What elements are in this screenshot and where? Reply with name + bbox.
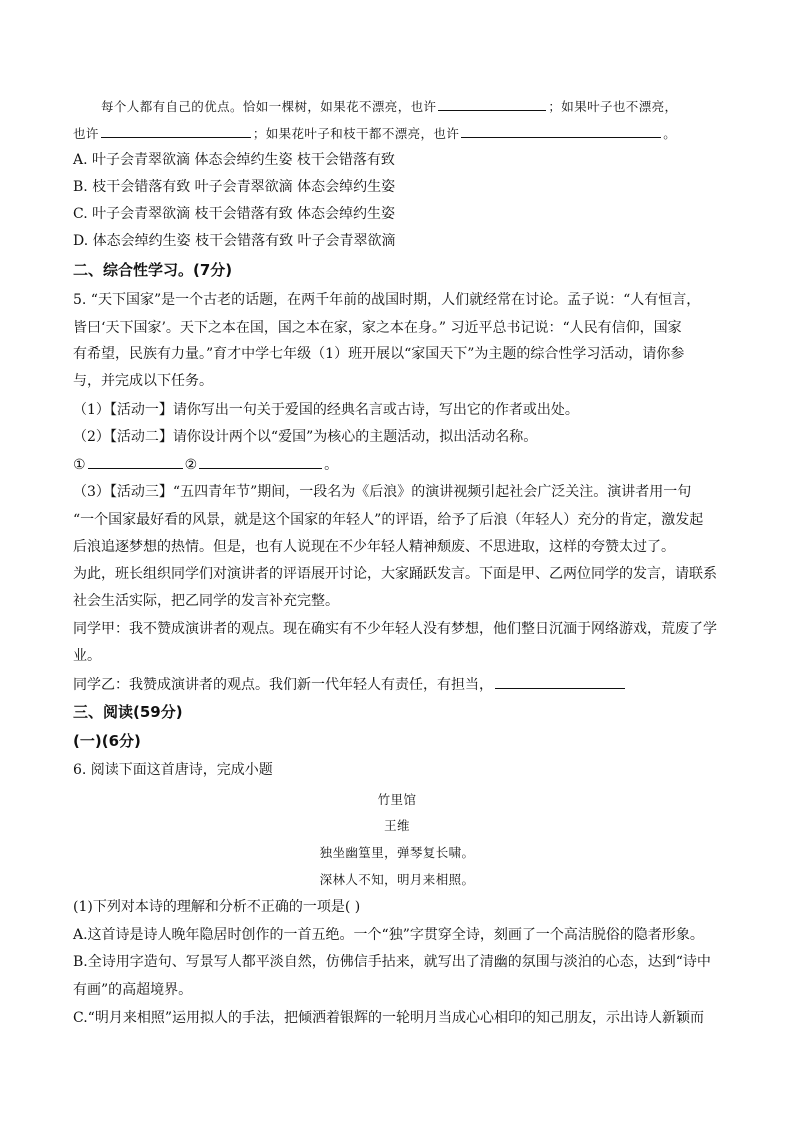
- section-title: 三、阅读(59分): [73, 703, 183, 721]
- poem-line: 深林人不知，明月来相照。: [319, 872, 475, 887]
- q5-task-3-line: 为此，班长组织同学们对演讲者的评语展开讨论，大家踊跃发言。下面是甲、乙两位同学的发言，请联系: [73, 566, 717, 582]
- q5-task-2-blanks: [73, 454, 338, 475]
- answer-blank[interactable]: [495, 674, 625, 689]
- q4-stem-text: ；如果叶子也不漂亮，: [548, 99, 678, 114]
- section-subtitle: (一)(6分): [73, 732, 141, 750]
- q4-stem-text: ；如果花叶子和枝干都不漂亮，也许: [252, 126, 460, 141]
- answer-blank[interactable]: [438, 96, 546, 111]
- q5-intro-line: 皆曰‘天下国家’。天下之本在国，国之本在家，家之本在身。” 习近平总书记说：“人民有信仰，国家: [73, 320, 682, 336]
- answer-blank[interactable]: [101, 123, 251, 138]
- q5-task-3-line: 后浪追逐梦想的热情。但是，也有人说现在不少年轻人精神颓废、不思进取，这样的夸赞太过了。: [73, 539, 675, 555]
- q5-student-b: [73, 674, 627, 695]
- poem-title: 竹里馆: [377, 792, 417, 807]
- q5-task-3-line: “一个国家最好看的风景，就是这个国家的年轻人”的评语，给予了后浪（年轻人）充分的肯定，激发起: [73, 512, 704, 528]
- poem-line: 独坐幽篁里，弹琴复长啸。: [319, 845, 475, 860]
- q5-intro-line: 与，并完成以下任务。: [73, 373, 213, 389]
- q4-stem-line-1: [101, 96, 677, 117]
- q6-option-a: A.这首诗是诗人晚年隐居时创作的一首五绝。一个“独”字贯穿全诗，刻画了一个高洁脱俗的隐者形象。: [73, 927, 704, 943]
- q5-task-3-line: （3）【活动三】“五四青年节”期间，一段名为《后浪》的演讲视频引起社会广泛关注。演讲者用一句: [73, 484, 692, 500]
- answer-blank[interactable]: [461, 123, 661, 138]
- q4-stem-text: 每个人都有自己的优点。恰如一棵树，如果花不漂亮，也许: [101, 99, 437, 114]
- section-title: 二、综合性学习。(7分): [73, 261, 233, 279]
- answer-blank[interactable]: [199, 454, 322, 469]
- blank-label: ①: [73, 457, 86, 473]
- q6-option-b-cont: 有画”的高超境界。: [73, 982, 193, 998]
- q4-option-a: A. 叶子会青翠欲滴 体态会绰约生姿 枝干会错落有致: [73, 152, 395, 168]
- q4-option-d: D. 体态会绰约生姿 枝干会错落有致 叶子会青翠欲滴: [73, 233, 396, 249]
- q5-intro-line: 5. “天下国家”是一个古老的话题，在两千年前的战国时期，人们就经常在讨论。孟子说：“人有恒言，: [73, 292, 701, 308]
- q5-student-b-text: 同学乙：我赞成演讲者的观点。我们新一代年轻人有责任，有担当，: [73, 677, 493, 693]
- answer-blank[interactable]: [88, 454, 183, 469]
- q4-stem-text: 。: [663, 126, 677, 141]
- q5-task-1: （1）【活动一】请你写出一句关于爱国的经典名言或古诗，写出它的作者或出处。: [73, 402, 579, 418]
- q5-task-2: （2）【活动二】请你设计两个以“爱国”为核心的主题活动，拟出活动名称。: [73, 429, 538, 445]
- blank-label: 。: [324, 457, 339, 473]
- q5-student-a-line: 同学甲：我不赞成演讲者的观点。现在确实有不少年轻人没有梦想，他们整日沉湎于网络游戏，荒废了学: [73, 621, 717, 637]
- q6-option-c: C.“明月来相照”运用拟人的手法，把倾洒着银辉的一轮明月当成心心相印的知己朋友，示出诗人新颖而: [73, 1010, 704, 1026]
- q6-stem: 6. 阅读下面这首唐诗，完成小题: [73, 762, 273, 778]
- q4-option-b: B. 枝干会错落有致 叶子会青翠欲滴 体态会绰约生姿: [73, 179, 396, 195]
- q4-stem-text: 也许: [73, 126, 99, 141]
- q6-sub-question: (1)下列对本诗的理解和分析不正确的一项是( ): [73, 899, 361, 915]
- q4-stem-line-2: [73, 123, 676, 144]
- q5-task-3-line: 社会生活实际，把乙同学的发言补充完整。: [73, 593, 339, 609]
- q5-intro-line: 有希望，民族有力量。”育才中学七年级（1）班开展以“家国天下”为主题的综合性学习活动，请你参: [73, 346, 685, 362]
- q5-student-a-line: 业。: [73, 648, 101, 664]
- q6-option-b: B.全诗用字造句、写景写人都平淡自然，仿佛信手拈来，就写出了清幽的氛围与淡泊的心态，达到“诗中: [73, 954, 711, 970]
- poem-author: 王维: [384, 818, 410, 833]
- q4-option-c: C. 叶子会青翠欲滴 枝干会错落有致 体态会绰约生姿: [73, 206, 396, 222]
- blank-label: ②: [184, 457, 198, 473]
